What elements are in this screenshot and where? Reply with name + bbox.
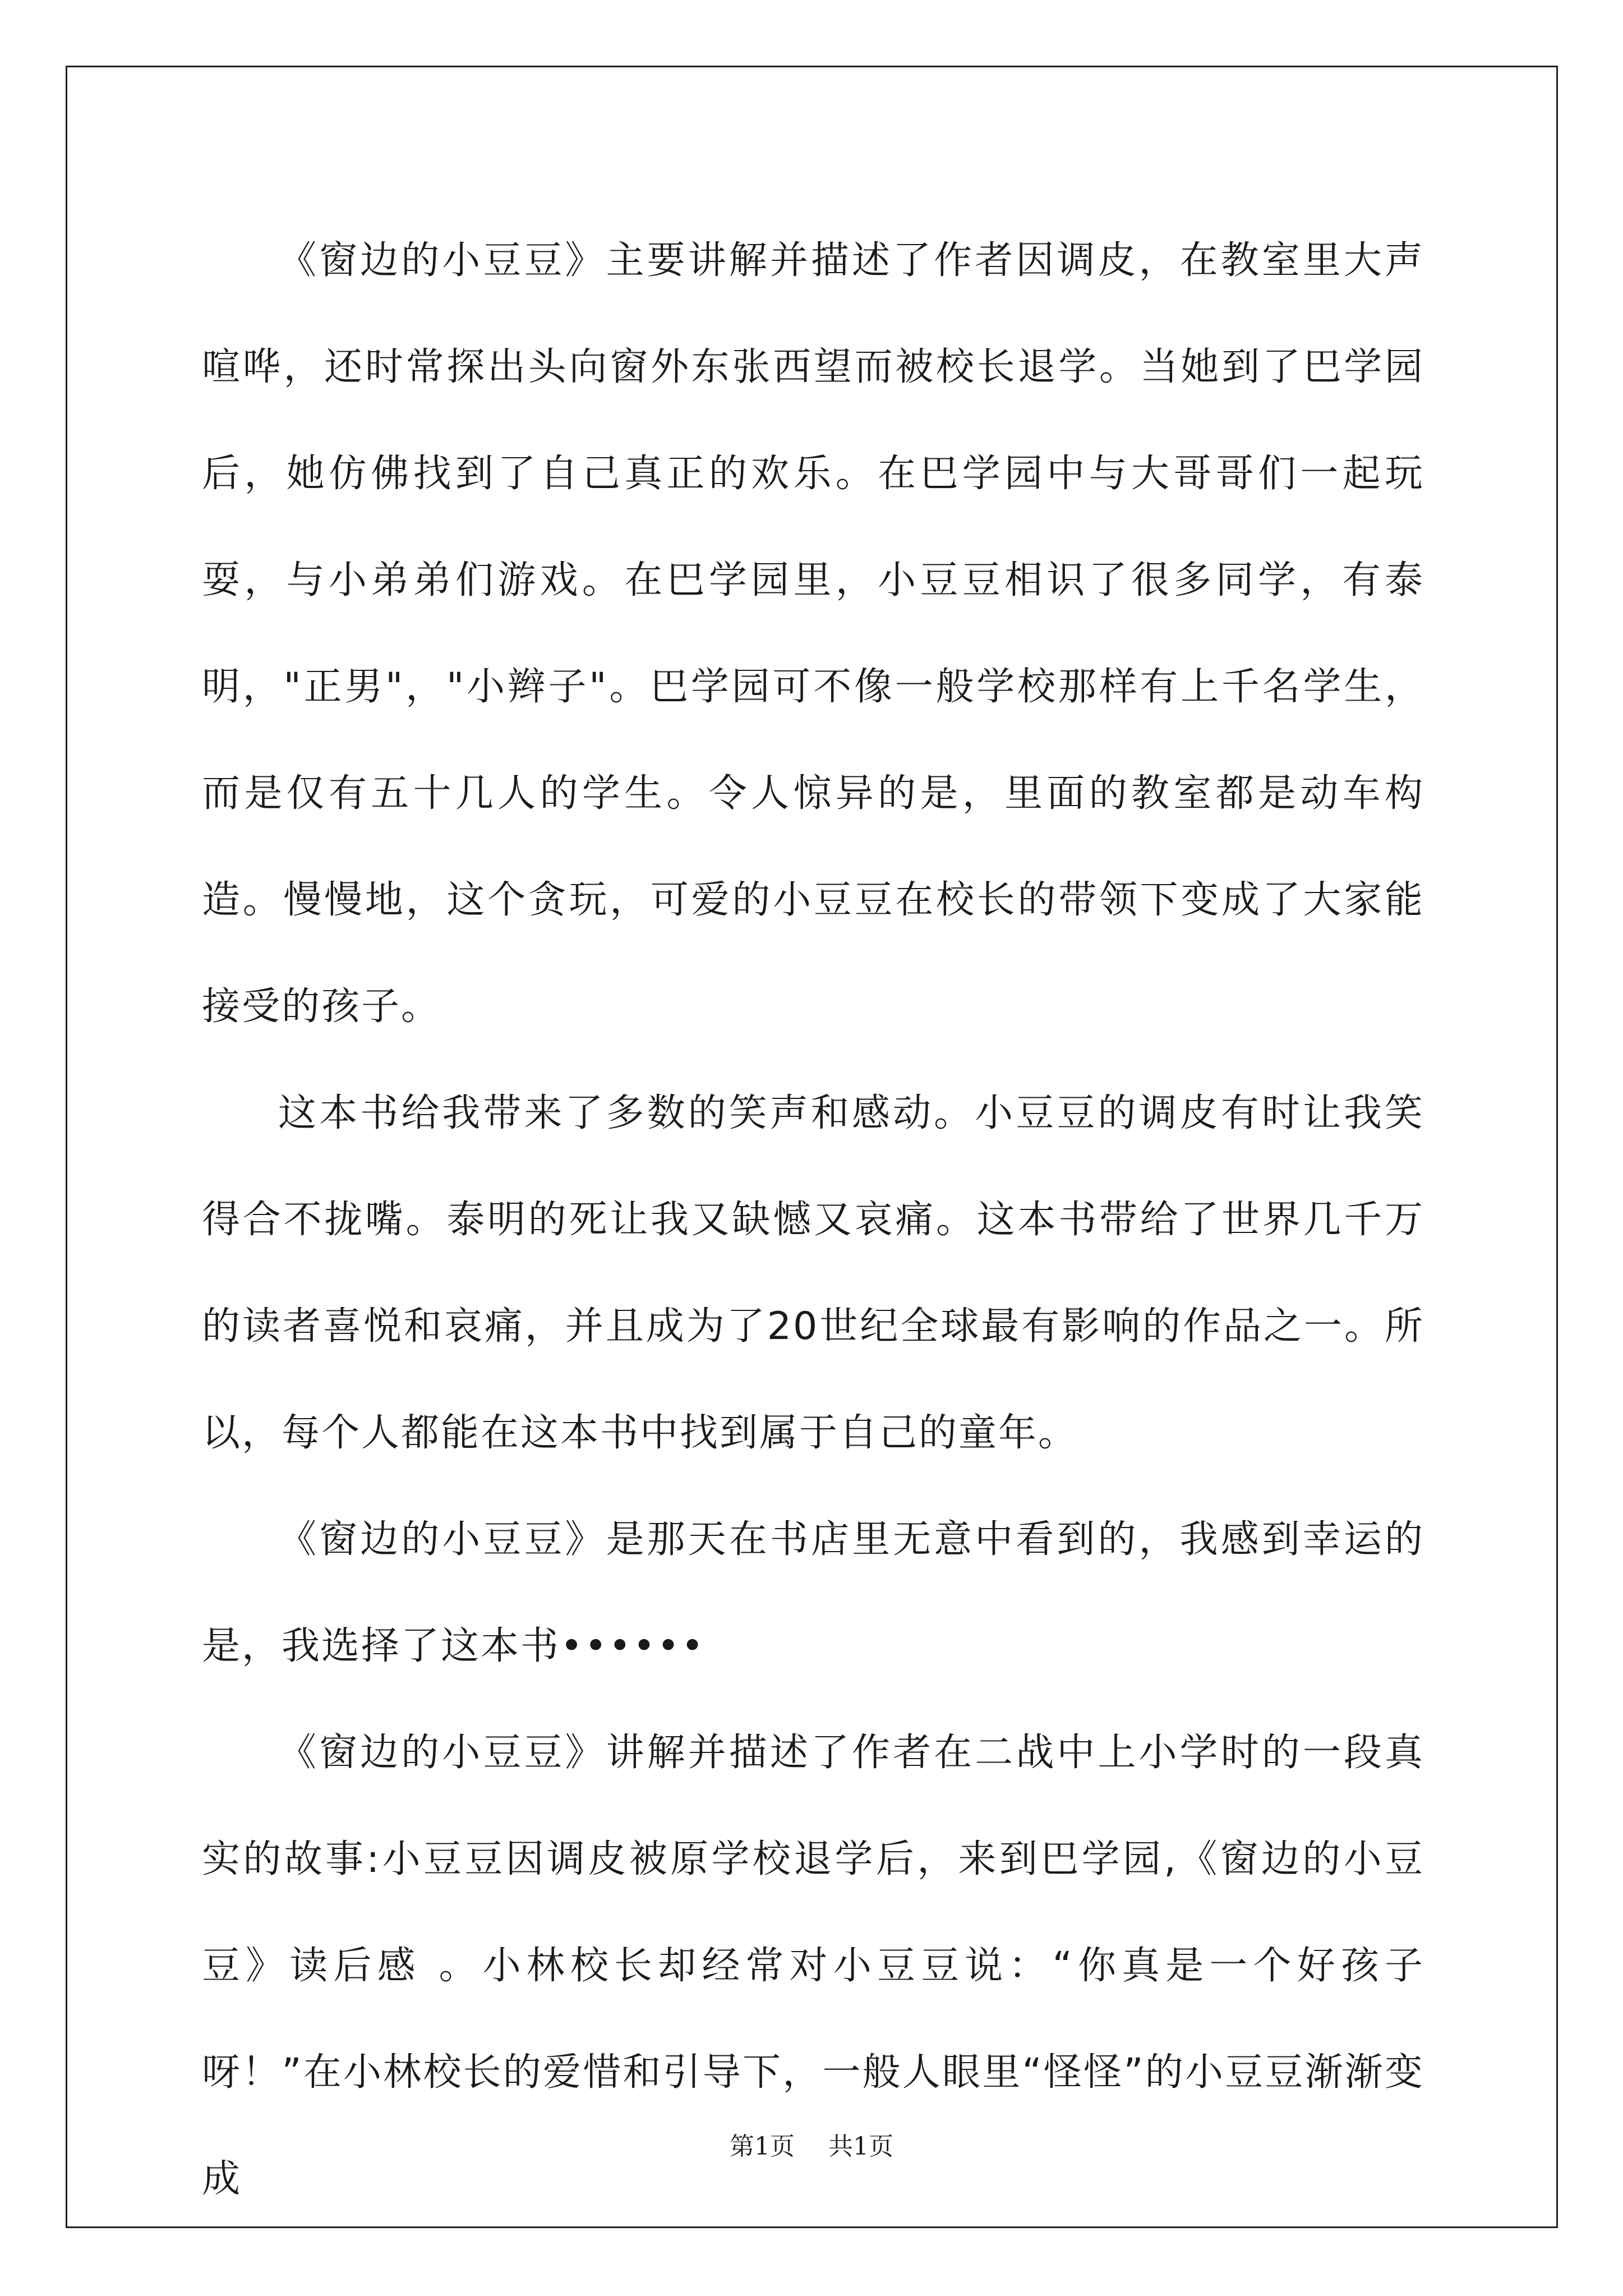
page-footer [0,2126,1623,2162]
paragraph-3: 《窗边的小豆豆》是那天在书店里无意中看到的，我感到幸运的是，我选择了这本书•••••• [202,1517,1424,1668]
page-total: 共1页 [828,2132,893,2161]
paragraph-4: 《窗边的小豆豆》讲解并描述了作者在二战中上小学时的一段真实的故事:小豆豆因调皮被原学校退学后，来到巴学园,《窗边的小豆豆》读后感 。小林校长却经常对小豆豆说：“你真是一个好孩子呀！”在小林校长的爱惜和引导下，一般人眼里“怪怪”的小豆豆渐渐变成 [202,1731,1424,2201]
paragraph-1: 《窗边的小豆豆》主要讲解并描述了作者因调皮，在教室里大声喧哗，还时常探出头向窗外东张西望而被校长退学。当她到了巴学园后，她仿佛找到了自己真正的欢乐。在巴学园中与大哥哥们一起玩耍，与小弟弟们游戏。在巴学园里，小豆豆相识了很多同学，有泰明，"正男"，"小辫子"。巴学园可不像一般学校那样有上千名学生，而是仅有五十几人的学生。令人惊异的是，里面的教室都是动车构造。慢慢地，这个贪玩，可爱的小豆豆在校长的带领下变成了大家能接受的孩子。 [202,238,1424,1029]
page-number: 第1页 [730,2132,795,2161]
document-body [202,208,1424,2233]
paragraph-2: 这本书给我带来了多数的笑声和感动。小豆豆的调皮有时让我笑得合不拢嘴。泰明的死让我又缺憾又哀痛。这本书带给了世界几千万的读者喜悦和哀痛，并且成为了20世纪全球最有影响的作品之一。所以，每个人都能在这本书中找到属于自己的童年。 [202,1091,1424,1455]
